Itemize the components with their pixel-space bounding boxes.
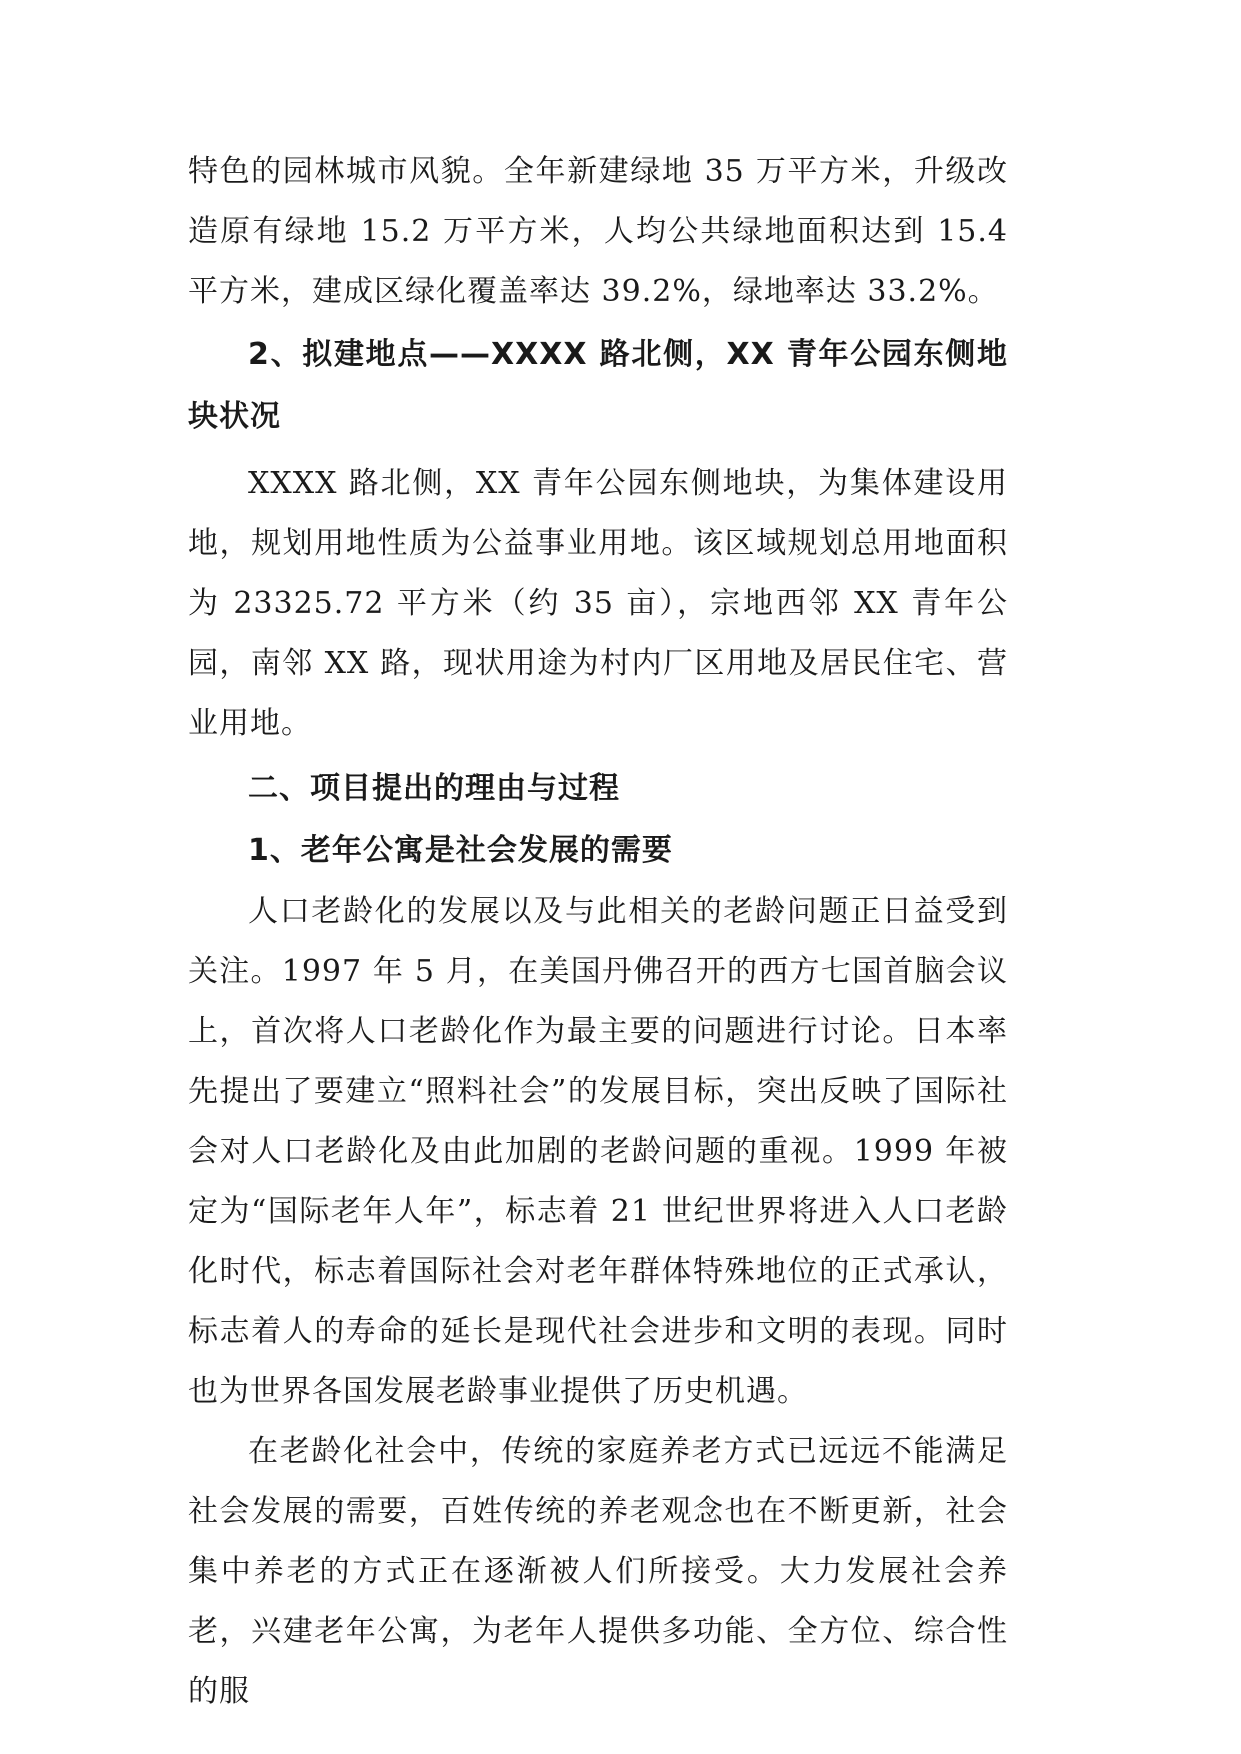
heading-need: 1、老年公寓是社会发展的需要 (248, 833, 673, 868)
paragraph-society: 在老龄化社会中，传统的家庭养老方式已远远不能满足社会发展的需要，百姓传统的养老观念也在不断更新，社会集中养老的方式正在逐渐被人们所接受。大力发展社会养老，兴建老年公寓，为老年人提供多功能、全方位、综合性的服 (188, 1434, 1008, 1709)
document-page (188, 142, 1008, 1722)
paragraph-site: XXXX 路北侧，XX 青年公园东侧地块，为集体建设用地，规划用地性质为公益事业用地。该区域规划总用地面积为 23325.72 平方米（约 35 亩），宗地西邻 XX 青年公园，南邻 XX 路，现状用途为村内厂区用地及居民住宅、营业用地。 (188, 466, 1008, 741)
heading-site: 2、拟建地点——XXXX 路北侧，XX 青年公园东侧地块状况 (188, 337, 1008, 434)
paragraph-aging: 人口老龄化的发展以及与此相关的老龄问题正日益受到关注。1997 年 5 月，在美国丹佛召开的西方七国首脑会议上，首次将人口老龄化作为最主要的问题进行讨论。日本率先提出了要建立“照料社会”的发展目标，突出反映了国际社会对人口老龄化及由此加剧的老龄问题的重视。1999 年被定为“国际老年人年”，标志着 21 世纪世界将进入人口老龄化时代，标志着国际社会对老年群体特殊地位的正式承认，标志着人的寿命的延长是现代社会进步和文明的表现。同时也为世界各国发展老龄事业提供了历史机遇。 (188, 894, 1008, 1409)
paragraph-intro: 特色的园林城市风貌。全年新建绿地 35 万平方米，升级改造原有绿地 15.2 万平方米，人均公共绿地面积达到 15.4 平方米，建成区绿化覆盖率达 39.2%，绿地率达 33.2%。 (188, 154, 1008, 309)
heading-section-2: 二、项目提出的理由与过程 (248, 771, 620, 806)
